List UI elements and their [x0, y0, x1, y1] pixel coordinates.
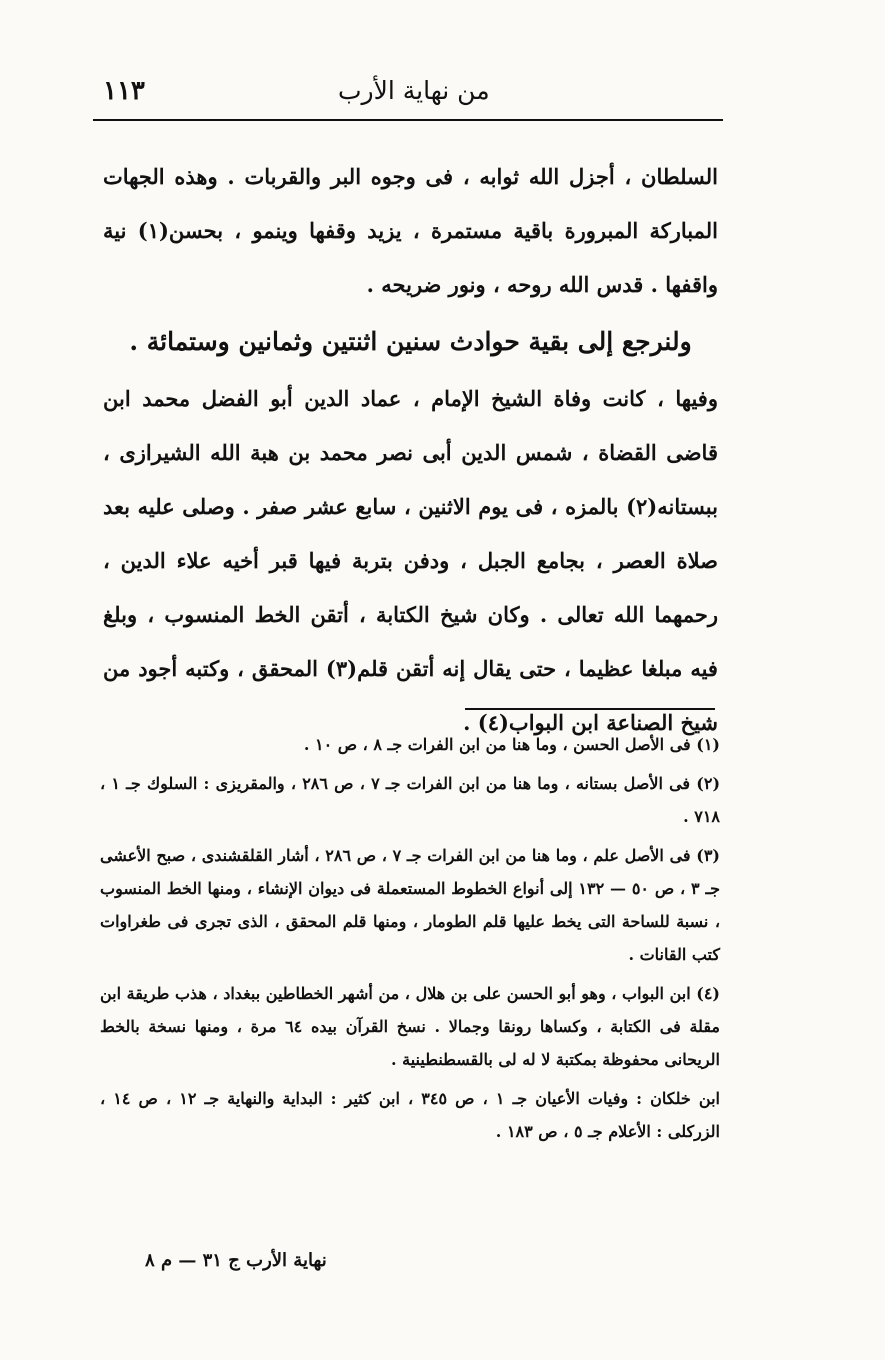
footnote-4-references: ابن خلكان : وفيات الأعيان جـ ١ ، ص ٣٤٥ ، ابن كثير : البداية والنهاية جـ ١٢ ، ص ١٤ ، الزركلى : الأعلام جـ ٥ ، ص ١٨٣ .	[100, 1089, 720, 1141]
footnotes	[100, 728, 720, 1154]
paragraph: وفيها ، كانت وفاة الشيخ الإمام ، عماد الدين أبو الفضل محمد ابن قاضى القضاة ، شمس الدين أبى نصر محمد بن هبة الله الشيرازى ، ببستانه(٢) بالمزه ، فى يوم الاثنين ، سابع عشر صفر . وصلى عليه بعد صلاة العصر ، بجامع الجبل ، ودفن بتربة فيها قبر أخيه علاء الدين ، رحمهما الله تعالى . وكان شيخ الكتابة ، أتقن الخط المنسوب ، وبلغ فيه مبلغا عظيما ، حتى يقال إنه أتقن قلم(٣) المحقق ، وكتبه أجود من شيخ الصناعة ابن البواب(٤) .	[103, 386, 718, 735]
footnote-rule	[465, 708, 715, 710]
page-header	[93, 74, 723, 118]
header-rule	[93, 119, 723, 121]
footnote-3: (٣) فى الأصل علم ، وما هنا من ابن الفرات جـ ٧ ، ص ٢٨٦ ، أشار القلقشندى ، صبح الأعشى جـ ٣ ، ص ٥٠ — ١٣٢ إلى أنواع الخطوط المستعملة فى ديوان الإنشاء ، ومنها الخط المنسوب ، نسبة للساحة التى يخط عليها قلم الطومار ، ومنها قلم المحقق ، الذى تجرى فى طغراوات كتب القانات .	[100, 846, 721, 964]
main-text	[103, 150, 718, 750]
paragraph: السلطان ، أجزل الله ثوابه ، فى وجوه البر والقربات . وهذه الجهات المباركة المبرورة باقية مستمرة ، يزيد وقفها وينمو ، بحسن(١) نية واقفها . قدس الله روحه ، ونور ضريحه .	[103, 164, 719, 297]
page-number: ١١٣	[103, 76, 145, 106]
footnote-1: (١) فى الأصل الحسن ، وما هنا من ابن الفرات جـ ٨ ، ص ١٠ .	[303, 735, 720, 754]
footnote-4: (٤) ابن البواب ، وهو أبو الحسن على بن هلال ، من أشهر الخطاطين ببغداد ، هذب طريقة ابن مقلة فى الكتابة ، وكساها رونقا وجمالا . نسخ القرآن بيده ٦٤ مرة ، ومنها نسخة بالخط الريحانى محفوظة بمكتبة لا له لى بالقسطنطينية .	[100, 984, 720, 1069]
running-title: من نهاية الأرب	[338, 76, 490, 105]
printer-signature: نهاية الأرب ج ٣١ — م ٨	[145, 1250, 327, 1271]
footnote-2: (٢) فى الأصل بستانه ، وما هنا من ابن الفرات جـ ٧ ، ص ٢٨٦ ، والمقريزى : السلوك جـ ١ ، ٧١٨ .	[100, 774, 721, 826]
section-heading: ولنرجع إلى بقية حوادث سنين اثنتين وثمانين وستمائة .	[129, 327, 692, 356]
